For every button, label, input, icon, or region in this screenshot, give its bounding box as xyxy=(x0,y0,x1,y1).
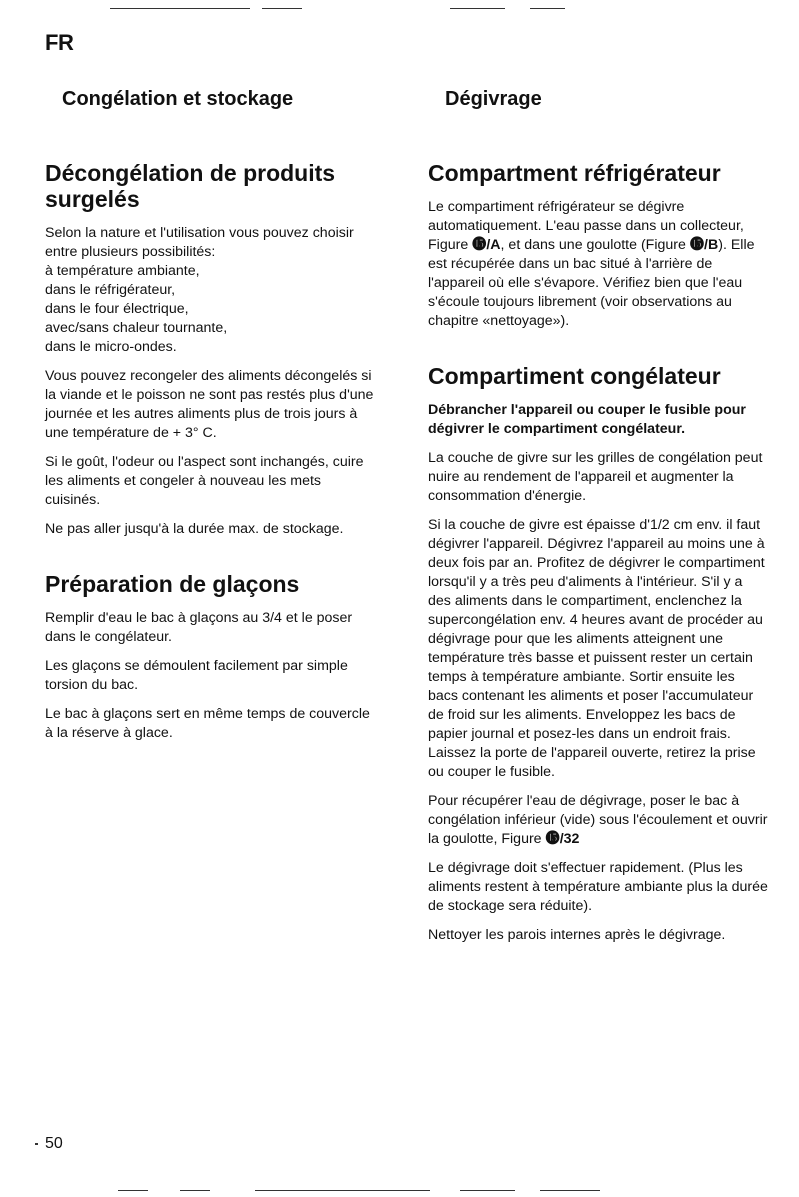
warning-text: Débrancher l'appareil ou couper le fusible pour dégivrer le compartiment congélateur. xyxy=(428,402,746,437)
paragraph-recongeler: Vous pouvez recongeler des aliments décongelés si la viande et le poisson ne sont pas restés plus d'une journée et les autres aliments plus de trois jours à une température de + 3° C. xyxy=(45,368,374,441)
bottom-rule-2 xyxy=(180,1190,210,1191)
page-number: 50 xyxy=(45,1135,63,1152)
paragraph-givre: La couche de givre sur les grilles de congélation peut nuire au rendement de l'appareil et augmenter la consommation d'énergie. xyxy=(428,450,763,504)
bottom-rule-3 xyxy=(255,1190,430,1191)
list-item: dans le réfrigérateur, xyxy=(45,282,176,298)
right-column xyxy=(428,160,768,955)
top-rule-1 xyxy=(110,8,250,9)
intro-text: Selon la nature et l'utilisation vous pouvez choisir entre plusieurs possibilités: xyxy=(45,225,354,260)
top-rule-4 xyxy=(530,8,565,9)
paragraph-nettoyer: Nettoyer les parois internes après le dégivrage. xyxy=(428,927,726,943)
paragraph-duree: Ne pas aller jusqu'à la durée max. de stockage. xyxy=(45,521,344,537)
paragraph-gout: Si le goût, l'odeur ou l'aspect sont inchangés, cuire les aliments et congeler à nouveau les mets cuisinés. xyxy=(45,454,364,508)
paragraph-couvercle: Le bac à glaçons sert en même temps de couvercle à la réserve à glace. xyxy=(45,706,370,741)
paragraph-recuperer xyxy=(428,792,768,849)
paragraph-intro xyxy=(45,224,375,357)
left-column xyxy=(45,160,375,753)
paragraph-refrigerateur xyxy=(428,198,768,331)
language-label: FR xyxy=(45,30,74,55)
figure-ref: ⓯/A xyxy=(472,237,501,253)
top-rule-2 xyxy=(262,8,302,9)
text-segment: Le compartiment réfrigérateur se dégivre automatiquement. L'eau passe dans un collecteur, Figure xyxy=(428,199,744,253)
paragraph-remplir: Remplir d'eau le bac à glaçons au 3/4 et le poser dans le congélateur. xyxy=(45,610,353,645)
paragraph-degivrer: Si la couche de givre est épaisse d'1/2 cm env. il faut dégivrer l'appareil. Dégivrez l'appareil au moins une à deux fois par an. Profitez de dégivrer le compartiment lorsqu'il y a très peu d'aliments à l'intérieur. S'il y a des aliments dans le compartiment, enclenchez la supercongélation env. 4 heures avant de procéder au dégivrage pour que les aliments atteignent une température très basse et puissent rester un certain temps à température ambiante. Sortir ensuite les bacs contenant les aliments et poser l'accumulateur de froid sur les aliments. Enveloppez les bacs de papier journal et posez-les dans un endroit frais. Laissez la porte de l'appareil ouverte, retirez la prise ou couper le fusible. xyxy=(428,517,765,780)
paragraph-demoulent: Les glaçons se démoulent facilement par simple torsion du bac. xyxy=(45,658,348,693)
margin-dot xyxy=(35,1143,38,1145)
figure-ref: ⓯/B xyxy=(689,237,719,253)
bottom-rule-4 xyxy=(460,1190,515,1191)
text-segment: , et dans une goulotte (Figure xyxy=(500,237,690,253)
heading-congelateur: Compartiment congélateur xyxy=(428,363,721,389)
list-item: avec/sans chaleur tournante, xyxy=(45,320,228,336)
text-segment: ). Elle est récupérée dans un bac situé à l'arrière de l'appareil où elle s'évapore. Vérifiez bien que l'eau s'écoule toujours librement (voir observations au chapitre «nettoyage»). xyxy=(428,237,755,329)
list-item: dans le four électrique, xyxy=(45,301,189,317)
bottom-rule-1 xyxy=(118,1190,148,1191)
list-item: dans le micro-ondes. xyxy=(45,339,177,355)
heading-decongelation: Décongélation de produits surgelés xyxy=(45,160,336,212)
paragraph-rapidement: Le dégivrage doit s'effectuer rapidement. (Plus les aliments restent à température ambiante plus la durée de stockage sera réduite). xyxy=(428,860,768,914)
list-item: à température ambiante, xyxy=(45,263,200,279)
text-segment: Pour récupérer l'eau de dégivrage, poser le bac à congélation inférieur (vide) sous l'écoulement et ouvrir la goulotte, Figure xyxy=(428,793,768,847)
section-title-right: Dégivrage xyxy=(445,88,542,110)
heading-glacons: Préparation de glaçons xyxy=(45,571,300,597)
bottom-rule-5 xyxy=(540,1190,600,1191)
section-title-left: Congélation et stockage xyxy=(62,88,294,110)
top-rule-3 xyxy=(450,8,505,9)
heading-refrigerateur: Compartment réfrigérateur xyxy=(428,160,721,186)
figure-ref: ⓯/32 xyxy=(545,831,580,847)
